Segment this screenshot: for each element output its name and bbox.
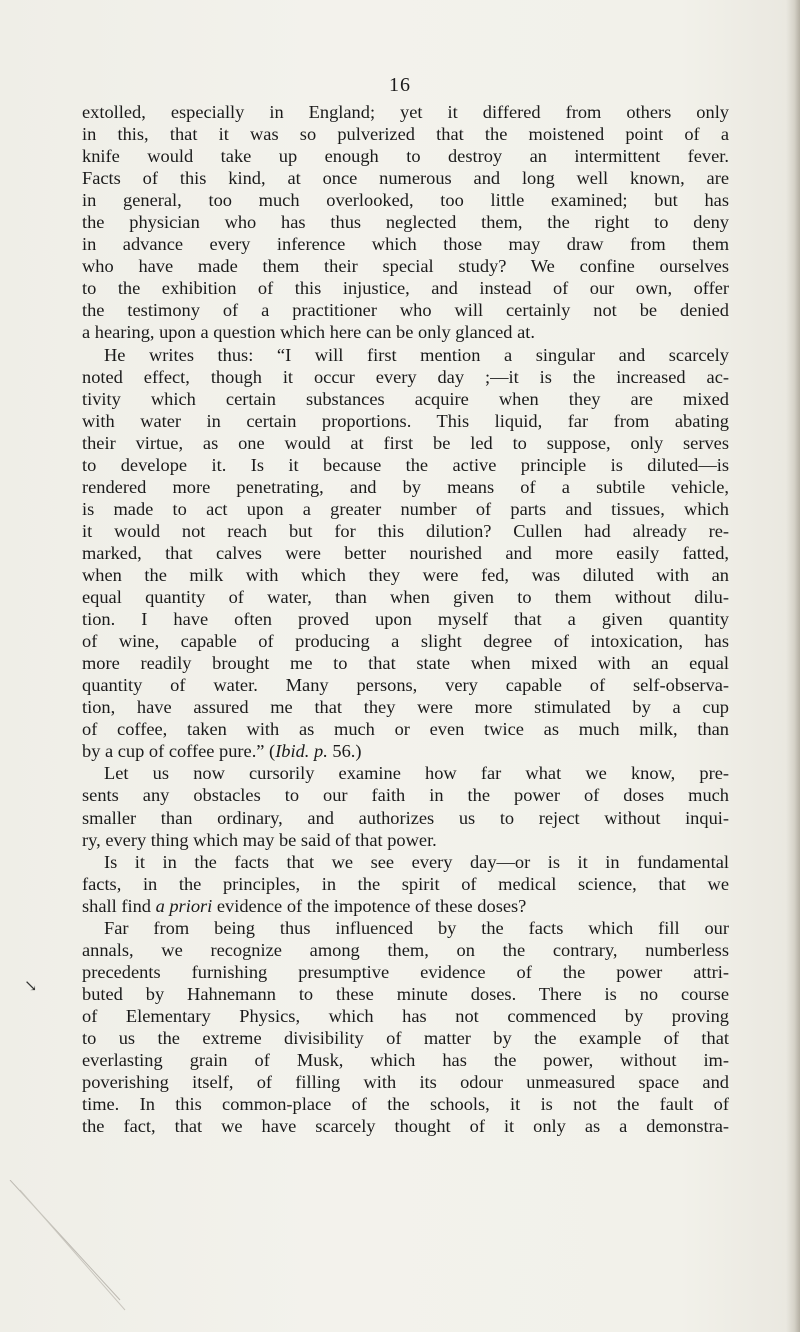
text-line: by a cup of coffee pure.” (Ibid. p. 56.): [82, 741, 362, 762]
text-line: smaller than ordinary, and authorizes us to reject without inqui-: [82, 807, 729, 828]
page-gutter-shadow: [786, 0, 800, 1332]
text-line: buted by Hahnemann to these minute doses. There is no course: [82, 983, 729, 1004]
text-line: ry, every thing which may be said of that power.: [82, 829, 437, 850]
text-line: in advance every inference which those may draw from them: [82, 234, 729, 255]
text-line: everlasting grain of Musk, which has the power, without im-: [82, 1050, 729, 1071]
text-line: time. In this common-place of the schools, it is not the fault of: [82, 1094, 729, 1115]
text-line: Let us now cursorily examine how far what we know, pre-: [104, 763, 729, 784]
text-line: equal quantity of water, than when given to them without dilu-: [82, 587, 729, 608]
text-line: the fact, that we have scarcely thought of it only as a demonstra-: [82, 1116, 729, 1137]
text-line: knife would take up enough to destroy an intermittent fever.: [82, 146, 729, 167]
text-line: to us the extreme divisibility of matter by the example of that: [82, 1027, 729, 1048]
text-line: noted effect, though it occur every day ;—it is the increased ac-: [82, 366, 729, 387]
text-line: marked, that calves were better nourished and more easily fatted,: [82, 542, 729, 563]
text-line: when the milk with which they were fed, was diluted with an: [82, 564, 729, 585]
text-line: Is it in the facts that we see every day—or is it in fundamental: [104, 851, 729, 872]
margin-mark: ↘: [24, 978, 38, 995]
text-line: annals, we recognize among them, on the contrary, numberless: [82, 939, 729, 960]
text-line: rendered more penetrating, and by means of a subtile vehicle,: [82, 476, 729, 497]
text-line: Far from being thus influenced by the facts which fill our: [104, 917, 729, 938]
text-line: of wine, capable of producing a slight degree of intoxication, has: [82, 631, 729, 652]
text-line: extolled, especially in England; yet it differed from others only: [82, 102, 729, 122]
text-line: shall find a priori evidence of the impotence of these doses?: [82, 895, 527, 916]
text-line: tivity which certain substances acquire when they are mixed: [82, 388, 729, 409]
text-line: tion. I have often proved upon myself that a given quantity: [82, 609, 729, 630]
text-line: more readily brought me to that state when mixed with an equal: [82, 653, 729, 674]
text-line: poverishing itself, of filling with its odour unmeasured space and: [82, 1072, 729, 1093]
text-line: tion, have assured me that they were more stimulated by a cup: [82, 697, 729, 718]
body-text: [82, 101, 729, 1137]
text-line: sents any obstacles to our faith in the power of doses much: [82, 785, 729, 806]
text-line: precedents furnishing presumptive evidence of the power attri-: [82, 961, 729, 982]
text-line: to develope it. Is it because the active principle is diluted—is: [82, 454, 729, 475]
text-line: in general, too much overlooked, too little examined; but has: [82, 190, 729, 211]
text-line: to the exhibition of this injustice, and instead of our own, offer: [82, 278, 729, 299]
text-line: the physician who has thus neglected them, the right to deny: [82, 212, 729, 233]
text-line: it would not reach but for this dilution? Cullen had already re-: [82, 520, 729, 541]
page-corner-marks: [0, 1180, 140, 1332]
page-number: 16: [389, 74, 411, 96]
text-line: with water in certain proportions. This liquid, far from abating: [82, 410, 729, 431]
text-line: quantity of water. Many persons, very capable of self-observa-: [82, 675, 729, 696]
text-line: the testimony of a practitioner who will certainly not be denied: [82, 300, 729, 321]
text-line: of Elementary Physics, which has not commenced by proving: [82, 1005, 729, 1026]
text-line: facts, in the principles, in the spirit of medical science, that we: [82, 873, 729, 894]
text-line: who have made them their special study? We confine ourselves: [82, 256, 729, 277]
text-line: is made to act upon a greater number of parts and tissues, which: [82, 498, 729, 519]
text-line: their virtue, as one would at first be led to suppose, only serves: [82, 432, 729, 453]
text-line: a hearing, upon a question which here can be only glanced at.: [82, 322, 535, 343]
text-line: He writes thus: “I will first mention a singular and scarcely: [104, 344, 729, 365]
text-line: Facts of this kind, at once numerous and long well known, are: [82, 168, 729, 189]
text-line: in this, that it was so pulverized that the moistened point of a: [82, 124, 729, 145]
text-line: of coffee, taken with as much or even twice as much milk, than: [82, 719, 729, 740]
